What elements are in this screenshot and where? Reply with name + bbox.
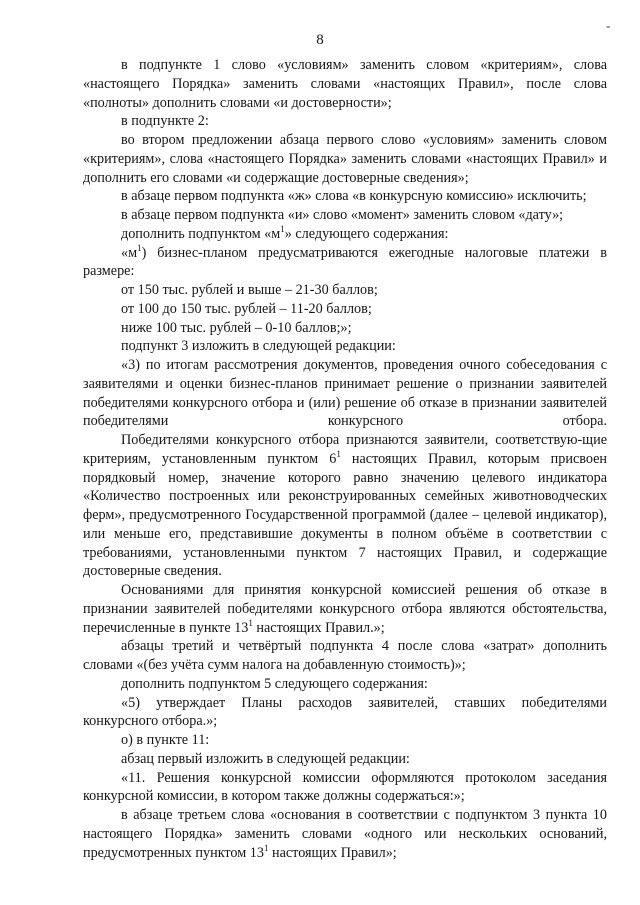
paragraph <box>83 206 607 225</box>
paragraph <box>83 319 607 338</box>
text-run: о) в пункте 11: <box>121 732 210 748</box>
text-run: в абзаце первом подпункта «и» слово «момент» заменить словом «дату»; <box>121 207 564 223</box>
superscript: 1 <box>263 842 269 853</box>
paragraph <box>83 300 607 319</box>
text-run: настоящих Правил, которым присвоен порядковый номер, значение которого равно значению целевого индикатора «Количество построенных или реконструированных семейных животноводческих ферм», предусмотренного Государственной программой (далее – целевой индикатор), или меньше его, представившие документы в полном объёме в соответствии с требованиями, установленными пунктом 7 настоящих Правил, и содержащие достоверные сведения. <box>83 450 607 580</box>
text-run: подпункт 3 изложить в следующей редакции: <box>121 338 396 355</box>
document-body <box>83 56 607 862</box>
text-run: абзацы третий и четвёртый подпункта 4 после слова «затрат» дополнить словами «(без учёта сумм налога на добавленную стоимость)»; <box>83 638 607 673</box>
paragraph <box>83 637 607 675</box>
paragraph <box>83 56 607 112</box>
superscript: 1 <box>280 223 285 234</box>
text-run: настоящих Правил»; <box>268 844 397 861</box>
paragraph <box>83 281 607 300</box>
text-run: «м <box>121 244 138 261</box>
text-run: в подпункте 2: <box>121 113 209 130</box>
text-run: настоящих Правил.»; <box>252 619 385 636</box>
paragraph <box>83 694 607 732</box>
text-run: «3) по итогам рассмотрения документов, проведения очного собеседования с заявителями и оценки бизнес-планов принимает решение о признании заявителей победителями конкурсного отбора и (или) решение об отказе в признании заявителей победителями конкурсного отбора. <box>83 357 607 430</box>
paragraph <box>83 225 607 244</box>
paragraph <box>83 244 607 282</box>
superscript: 1 <box>248 617 253 628</box>
text-run: в абзаце первом подпункта «ж» слова «в конкурсную комиссию» исключить; <box>121 188 587 205</box>
text-run: «5) утверждает Планы расходов заявителей, ставших победителями конкурсного отбора.»; <box>83 694 607 730</box>
text-run: » следующего содержания: <box>284 225 449 242</box>
paragraph <box>83 112 607 131</box>
text-run: «11. Решения конкурсной комиссии оформляются протоколом заседания конкурсной комиссии, в котором также должны содержаться:»; <box>83 769 607 805</box>
paragraph <box>83 806 607 862</box>
paragraph <box>83 675 607 694</box>
paragraph <box>83 187 607 206</box>
text-run: дополнить подпунктом 5 следующего содержания: <box>121 675 428 692</box>
text-run: абзац первый изложить в следующей редакции: <box>121 750 410 767</box>
page-number: 8 <box>316 32 324 48</box>
paragraph <box>83 731 607 750</box>
text-run: во втором предложении абзаца первого слово «условиям» заменить словом «критериям», слова «настоящего Порядка» заменить словами «настоящих Правил» и дополнить его словами «и содержащие достоверные сведения»; <box>83 132 607 186</box>
text-run: Основаниями для принятия конкурсной комиссией решения об отказе в признании заявителей победителями конкурсного отбора являются обстоятельства, перечисленные в пункте 13 <box>83 582 607 636</box>
paragraph <box>83 131 607 187</box>
text-run: от 150 тыс. рублей и выше – 21-30 баллов; <box>121 282 378 298</box>
text-run: Победителями конкурсного отбора признаются заявители, соответствую-щие критериям, установленным пунктом 6 <box>83 432 607 467</box>
text-run: ) бизнес-планом предусматриваются ежегодные налоговые платежи в размере: <box>83 244 607 280</box>
paragraph <box>83 750 607 769</box>
corner-mark: - <box>606 18 611 33</box>
paragraph <box>83 431 607 581</box>
text-run: в подпункте 1 слово «условиям» заменить словом «критериям», слова «настоящего Порядка» заменить словами «настоящих Правил», после слова «полноты» дополнить словами «и достоверности»; <box>83 57 607 111</box>
paragraph <box>83 769 607 807</box>
superscript: 1 <box>137 242 142 253</box>
paragraph <box>83 581 607 637</box>
paragraph <box>83 356 607 431</box>
text-run: в абзаце третьем слова «основания в соответствии с подпунктом 3 пункта 10 настоящего Порядка» заменить словами «одного или нескольких оснований, предусмотренных пунктом 13 <box>83 807 607 861</box>
text-run: дополнить подпунктом «м <box>121 225 281 242</box>
superscript: 1 <box>336 448 341 459</box>
text-run: ниже 100 тыс. рублей – 0-10 баллов;»; <box>121 319 352 336</box>
paragraph <box>83 337 607 356</box>
text-run: от 100 до 150 тыс. рублей – 11-20 баллов; <box>121 300 372 317</box>
